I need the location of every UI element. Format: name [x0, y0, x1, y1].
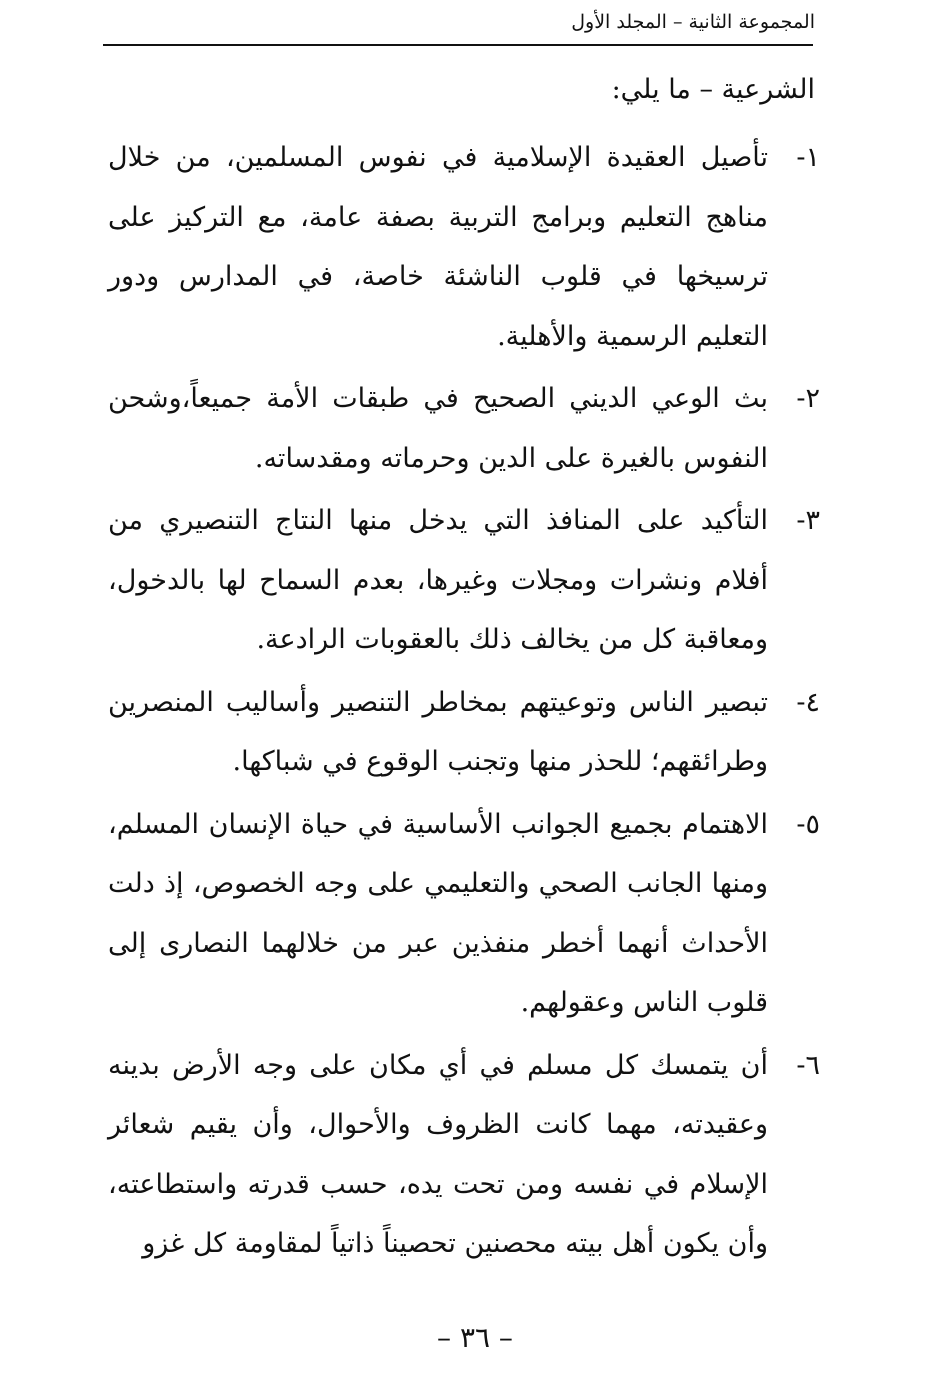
header-rule — [103, 44, 813, 46]
page-number: – ٣٦ – — [437, 1321, 513, 1354]
list-item-number: ٣- — [796, 505, 820, 536]
list-item — [108, 1036, 820, 1274]
list-item — [108, 491, 820, 670]
numbered-list — [108, 128, 820, 1277]
list-item-text: تبصير الناس وتوعيتهم بمخاطر التنصير وأساليب المنصرين وطرائقهم؛ للحذر منها وتجنب الوقوع في شباكها. — [108, 686, 768, 777]
list-item-number: ٤- — [796, 686, 820, 718]
list-item-text: أن يتمسك كل مسلم في أي مكان على وجه الأرض بدينه وعقيدته، مهما كانت الظروف والأحوال، وأن يقيم شعائر الإسلام في نفسه ومن تحت يده، حسب قدرته واستطاعته، وأن يكون أهل بيته محصنين تحصيناً ذاتياً لمقاومة كل غزو — [108, 1049, 768, 1259]
list-item-number: ١- — [796, 142, 820, 173]
list-item-text: الاهتمام بجميع الجوانب الأساسية في حياة الإنسان المسلم، ومنها الجانب الصحي والتعليمي على وجه الخصوص، إذ دلت الأحداث أنهما أخطر منفذين عبر من خلالهما النصارى إلى قلوب الناس وعقولهم. — [108, 808, 768, 1018]
list-item-number: ٢- — [796, 383, 820, 414]
list-item-text: تأصيل العقيدة الإسلامية في نفوس المسلمين، من خلال مناهج التعليم وبرامج التربية بصفة عامة، مع التركيز على ترسيخها في قلوب الناشئة خاصة، في المدارس ودور التعليم الرسمية والأهلية. — [108, 142, 768, 352]
list-item-text: بث الوعي الديني الصحيح في طبقات الأمة جميعاً،وشحن النفوس بالغيرة على الدين وحرماته ومقدساته. — [108, 383, 768, 474]
list-item-number: ٦- — [796, 1049, 820, 1081]
list-item — [108, 369, 820, 488]
lead-text: الشرعية – ما يلي: — [611, 74, 815, 105]
list-item — [108, 673, 820, 792]
list-item-number: ٥- — [796, 808, 820, 840]
list-item — [108, 128, 820, 366]
running-header: المجموعة الثانية – المجلد الأول — [571, 11, 815, 33]
list-item-text: التأكيد على المنافذ التي يدخل منها النتاج التنصيري من أفلام ونشرات ومجلات وغيرها، بعدم السماح لها بالدخول، ومعاقبة كل من يخالف ذلك بالعقوبات الرادعة. — [108, 505, 768, 655]
list-item — [108, 795, 820, 1033]
